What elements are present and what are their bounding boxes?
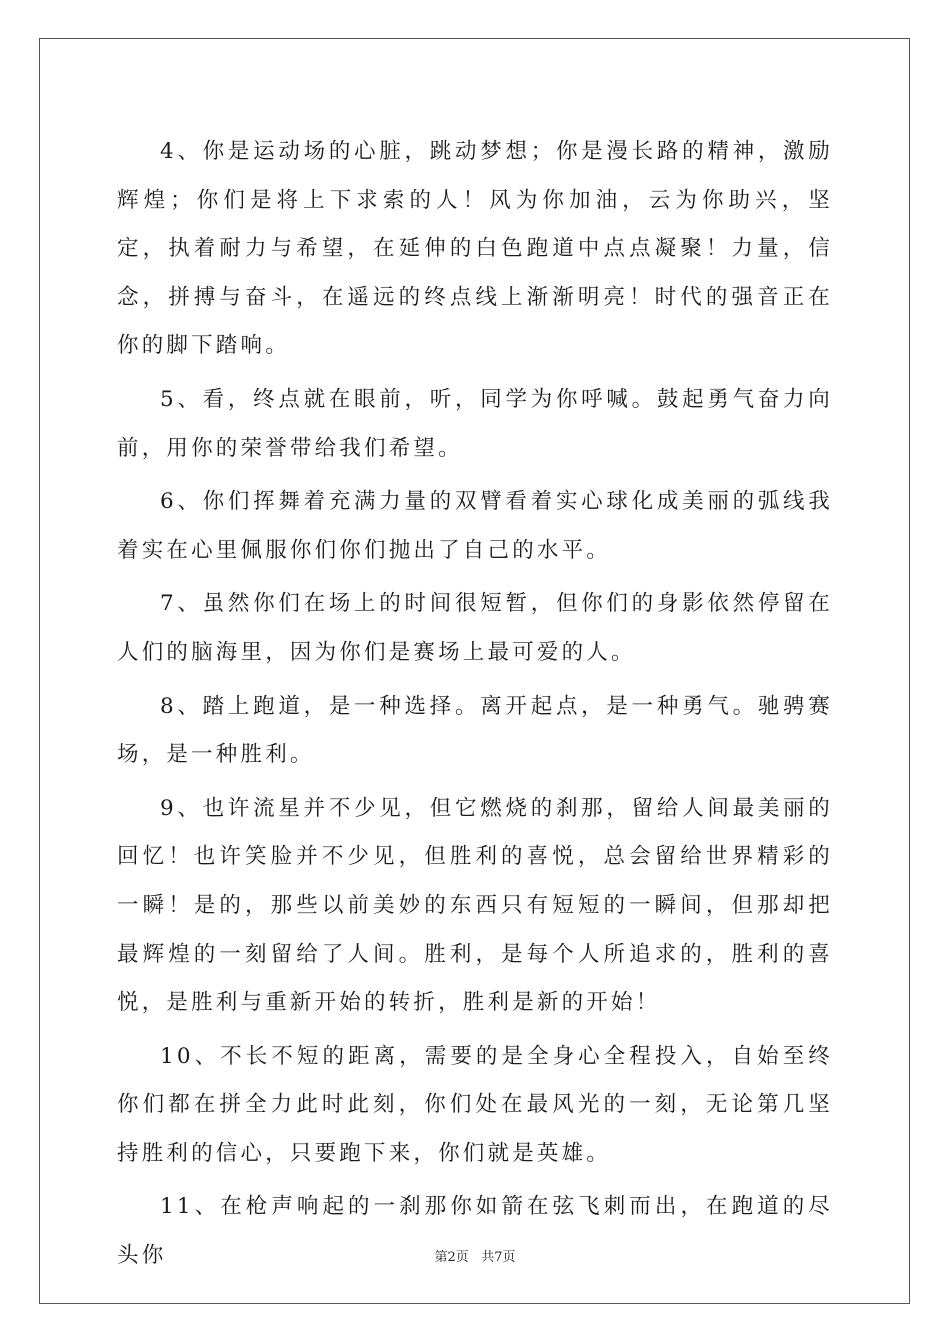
paragraph-9: 9、也许流星并不少见，但它燃烧的刹那，留给人间最美丽的回忆！也许笑脸并不少见，但胜利的喜悦，总会留给世界精彩的一瞬！是的，那些以前美妙的东西只有短短的一瞬间，但那却把最辉煌的一刻留给了人间。胜利，是每个人所追求的，胜利的喜悦，是胜利与重新开始的转折，胜利是新的开始！ xyxy=(117,795,833,1016)
paragraph-7: 7、虽然你们在场上的时间很短暂，但你们的身影依然停留在人们的脑海里，因为你们是赛场上最可爱的人。 xyxy=(117,591,833,665)
paragraph-6: 6、你们挥舞着充满力量的双臂看着实心球化成美丽的弧线我着实在心里佩服你们你们抛出了自己的水平。 xyxy=(117,489,833,563)
page-total: 共7页 xyxy=(481,1250,516,1265)
paragraph-10: 10、不长不短的距离，需要的是全身心全程投入，自始至终你们都在拼全力此时此刻，你们处在最风光的一刻，无论第几坚持胜利的信心，只要跑下来，你们就是英雄。 xyxy=(117,1043,833,1166)
paragraph-11: 11、在枪声响起的一刹那你如箭在弦飞刺而出，在跑道的尽头你 xyxy=(117,1194,833,1269)
paragraph-8: 8、踏上跑道，是一种选择。离开起点，是一种勇气。驰骋赛场，是一种胜利。 xyxy=(117,693,833,768)
document-body xyxy=(117,128,833,1286)
page-number: 第2页 xyxy=(434,1250,469,1265)
paragraph-5: 5、看，终点就在眼前，听，同学为你呼喊。鼓起勇气奋力向前，用你的荣誉带给我们希望。 xyxy=(117,386,833,461)
paragraph-4: 4、你是运动场的心脏，跳动梦想；你是漫长路的精神，激励辉煌；你们是将上下求索的人！风为你加油，云为你助兴，坚定，执着耐力与希望，在延伸的白色跑道中点点凝聚！力量，信念，拼搏与奋斗，在遥远的终点线上渐渐明亮！时代的强音正在你的脚下踏响。 xyxy=(117,139,833,359)
page-footer xyxy=(0,1246,950,1265)
